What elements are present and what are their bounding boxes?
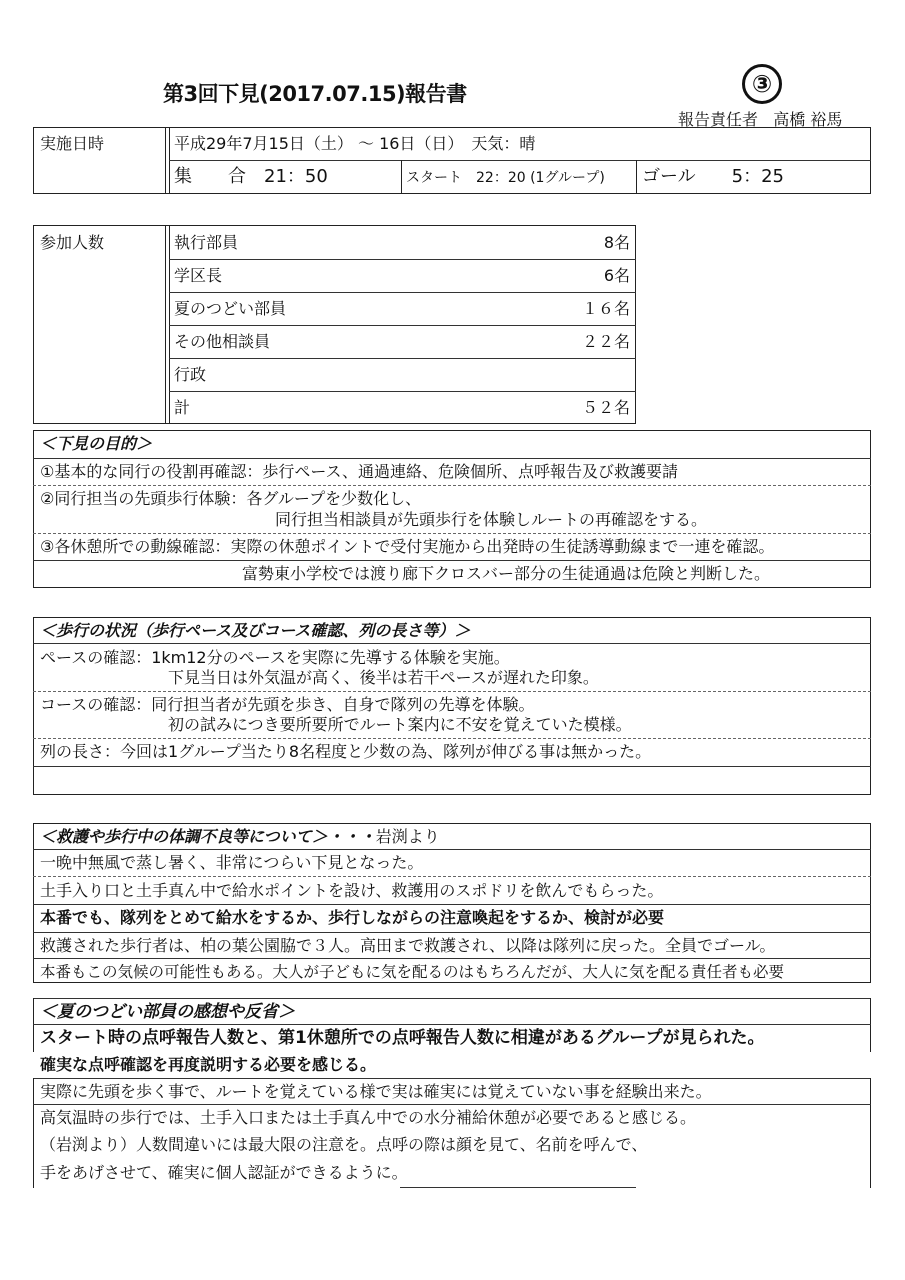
rescue-line: 本番でも、隊列をとめて給水をするか、歩行しながらの注意喚起をするか、検討が必要 bbox=[40, 908, 665, 927]
participant-count: １６名 bbox=[581, 299, 630, 318]
participant-role: その他相談員 bbox=[174, 332, 271, 351]
rescue-line: 一晩中無風で蒸し暑く、非常につらい下見となった。 bbox=[40, 853, 424, 872]
participant-role: 計 bbox=[174, 398, 191, 417]
start-time: スタート 22：20 (1グループ) bbox=[406, 170, 605, 186]
participant-role: 執行部員 bbox=[174, 233, 239, 252]
walking-heading: ＜歩行の状況（歩行ペース及びコース確認、列の長さ等）＞ bbox=[40, 621, 471, 640]
goal-time: ゴール 5：25 bbox=[642, 166, 784, 187]
assembly-time: 集 合 21：50 bbox=[174, 166, 328, 187]
page-title: 第3回下見(2017.07.15)報告書 bbox=[163, 82, 467, 106]
participant-count: ５２名 bbox=[581, 398, 630, 417]
purpose-line: ③各休憩所での動線確認：実際の休憩ポイントで受付実施から出発時の生徒誘導動線まで一連を確認。 bbox=[40, 537, 775, 556]
walking-line: 列の長さ：今回は1グループ当たり8名程度と少数の為、隊列が伸びる事は無かった。 bbox=[40, 742, 652, 761]
reflection-line: 実際に先頭を歩く事で、ルートを覚えている様で実は確実には覚えていない事を経験出来た。 bbox=[40, 1082, 712, 1101]
walking-line: 下見当日は外気温が高く、後半は若干ペースが遅れた印象。 bbox=[168, 668, 599, 687]
rescue-heading-suffix: 岩渕より bbox=[375, 827, 440, 846]
responsible-name: 高橋 裕馬 bbox=[773, 110, 843, 129]
purpose-line: ①基本的な同行の役割再確認：歩行ペース、通過連絡、危険個所、点呼報告及び救護要請 bbox=[40, 462, 679, 481]
reflection-heading: ＜夏のつどい部員の感想や反省＞ bbox=[40, 1002, 295, 1022]
reflection-line: 確実な点呼確認を再度説明する必要を感じる。 bbox=[40, 1055, 377, 1074]
participant-role: 学区長 bbox=[174, 266, 223, 285]
responsible-label: 報告責任者 bbox=[678, 110, 759, 129]
participant-count: ２２名 bbox=[581, 332, 630, 351]
walking-line: コースの確認：同行担当者が先頭を歩き、自身で隊列の先導を体験。 bbox=[40, 695, 535, 714]
purpose-line: 同行担当相談員が先頭歩行を体験しルートの再確認をする。 bbox=[275, 510, 708, 529]
report-number-mark: ③ bbox=[742, 64, 782, 104]
reflection-top-border bbox=[33, 998, 871, 999]
purpose-line: ②同行担当の先頭歩行体験：各グループを少数化し、 bbox=[40, 489, 422, 508]
rescue-line: 救護された歩行者は、柏の葉公園脇で３人。高田まで救護され、以降は隊列に戻った。全員でゴール。 bbox=[40, 936, 776, 955]
reflection-line: （岩渕より）人数間違いには最大限の注意を。点呼の際は顔を見て、名前を呼んで、 bbox=[40, 1135, 648, 1154]
reflection-line: スタート時の点呼報告人数と、第1休憩所での点呼報告人数に相違があるグループが見られた。 bbox=[40, 1028, 765, 1048]
walking-line: 初の試みにつき要所要所でルート案内に不安を覚えていた模様。 bbox=[168, 715, 632, 734]
reflection-line: 高気温時の歩行では、土手入口または土手真ん中での水分補給休憩が必要であると感じる。 bbox=[40, 1108, 697, 1127]
participants-label: 参加人数 bbox=[40, 233, 105, 252]
rescue-line: 本番もこの気候の可能性もある。大人が子どもに気を配るのはもちろんだが、大人に気を配る責任者も必要 bbox=[40, 963, 785, 981]
rescue-heading-text: ＜救護や歩行中の体調不良等について＞・・・ bbox=[40, 827, 376, 846]
purpose-heading: ＜下見の目的＞ bbox=[40, 434, 153, 453]
rescue-heading bbox=[40, 827, 440, 847]
schedule-label: 実施日時 bbox=[40, 134, 105, 153]
schedule-date: 平成29年7月15日（土） ～ 16日（日） 天気：晴 bbox=[174, 134, 536, 153]
participant-role: 行政 bbox=[174, 365, 207, 384]
reflection-line: 手をあげさせて、確実に個人認証ができるように。 bbox=[40, 1163, 408, 1182]
purpose-line: 富勢東小学校では渡り廊下クロスバー部分の生徒通過は危険と判断した。 bbox=[242, 564, 771, 583]
rescue-line: 土手入り口と土手真ん中で給水ポイントを設け、救護用のスポドリを飲んでもらった。 bbox=[40, 881, 664, 900]
participant-role: 夏のつどい部員 bbox=[174, 299, 287, 318]
walking-line: ペースの確認：1km12分のペースを実際に先導する体験を実施。 bbox=[40, 648, 510, 667]
participant-count: 8名 bbox=[603, 233, 630, 252]
rescue-section bbox=[33, 823, 871, 983]
participant-count: 6名 bbox=[603, 266, 630, 285]
